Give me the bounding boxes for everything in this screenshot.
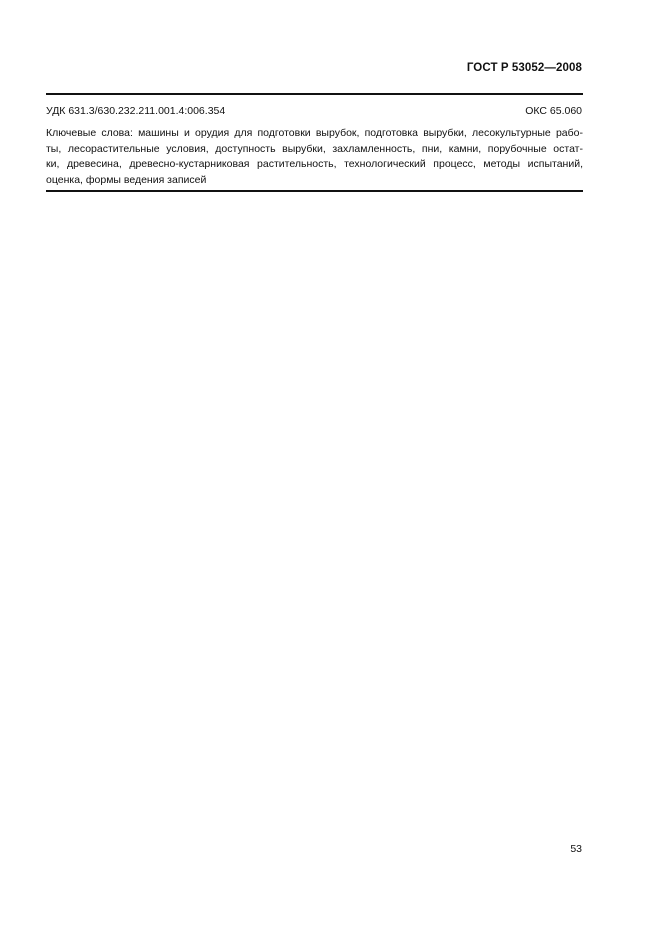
keywords-line: Ключевые слова: машины и орудия для подготовки вырубок, подготовка вырубки, лесокультурные рабо- <box>46 127 583 139</box>
keywords-paragraph <box>46 126 583 188</box>
keywords-line: ты, лесорастительные условия, доступность вырубки, захламленность, пни, камни, порубочные остат- <box>46 142 583 155</box>
bottom-divider <box>46 190 583 192</box>
keywords-line: ки, древесина, древесно-кустарниковая растительность, технологический процесс, методы испытаний, <box>46 158 583 170</box>
oks-code: ОКС 65.060 <box>525 105 582 117</box>
keywords-line: оценка, формы ведения записей <box>46 173 207 186</box>
udk-code: УДК 631.3/630.232.211.001.4:006.354 <box>46 105 226 117</box>
standard-code: ГОСТ Р 53052—2008 <box>466 62 582 74</box>
top-divider <box>46 93 583 95</box>
page-number: 53 <box>570 843 582 855</box>
